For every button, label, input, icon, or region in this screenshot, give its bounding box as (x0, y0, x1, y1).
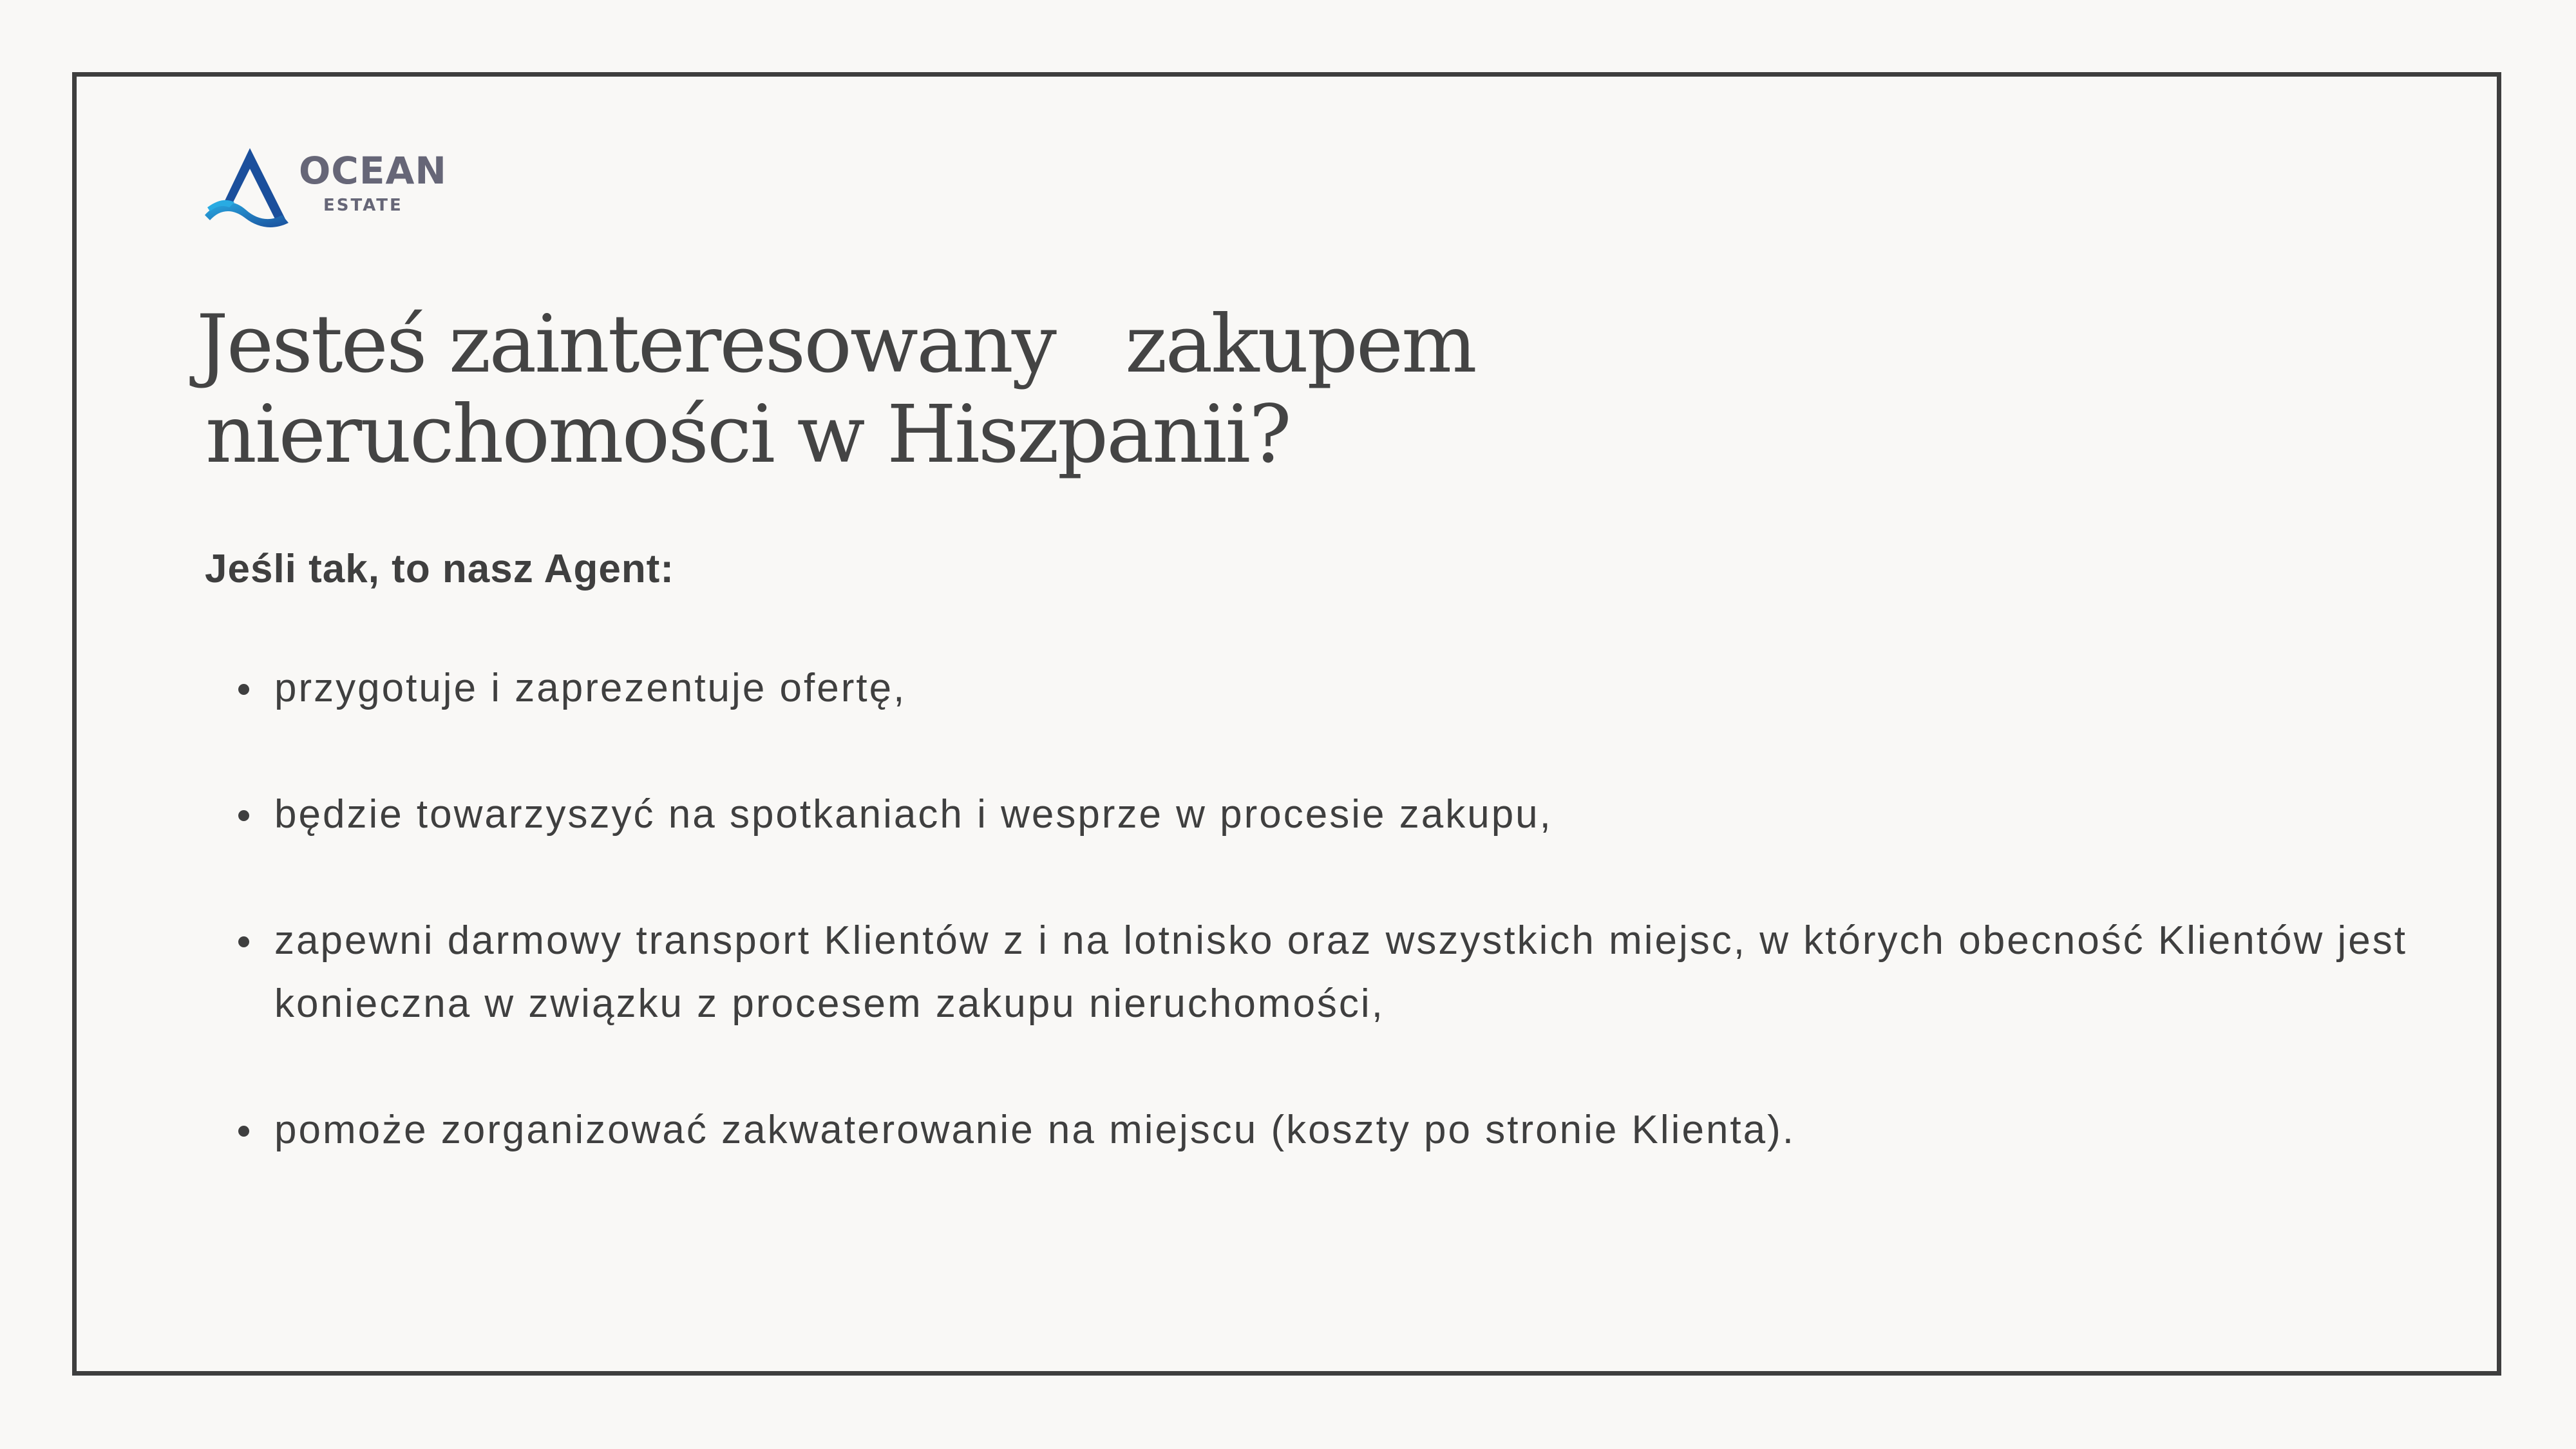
title-line-2: nieruchomości w Hiszpanii? (205, 388, 1290, 481)
mountain-wave-icon (204, 146, 300, 229)
list-item: przygotuje i zaprezentuje ofertę, (238, 657, 2441, 720)
benefits-list (238, 657, 2441, 1225)
list-item: zapewni darmowy transport Klientów z i na lotnisko oraz wszystkich miejsc, w których obecność Klientów jest konieczna w związku z procesem zakupu nieruchomości, (238, 909, 2441, 1036)
logo-subline: ESTATE (323, 196, 403, 215)
ocean-estate-logo (204, 146, 461, 229)
page-title (196, 299, 1871, 480)
list-item: pomoże zorganizować zakwaterowanie na miejscu (koszty po stronie Klienta). (238, 1099, 2441, 1162)
title-line-1: Jesteś zainteresowany zakupem (196, 298, 1475, 391)
list-item: będzie towarzyszyć na spotkaniach i wesprze w procesie zakupu, (238, 783, 2441, 846)
intro-text: Jeśli tak, to nasz Agent: (205, 547, 674, 591)
logo-wordmark: OCEAN (299, 149, 447, 193)
